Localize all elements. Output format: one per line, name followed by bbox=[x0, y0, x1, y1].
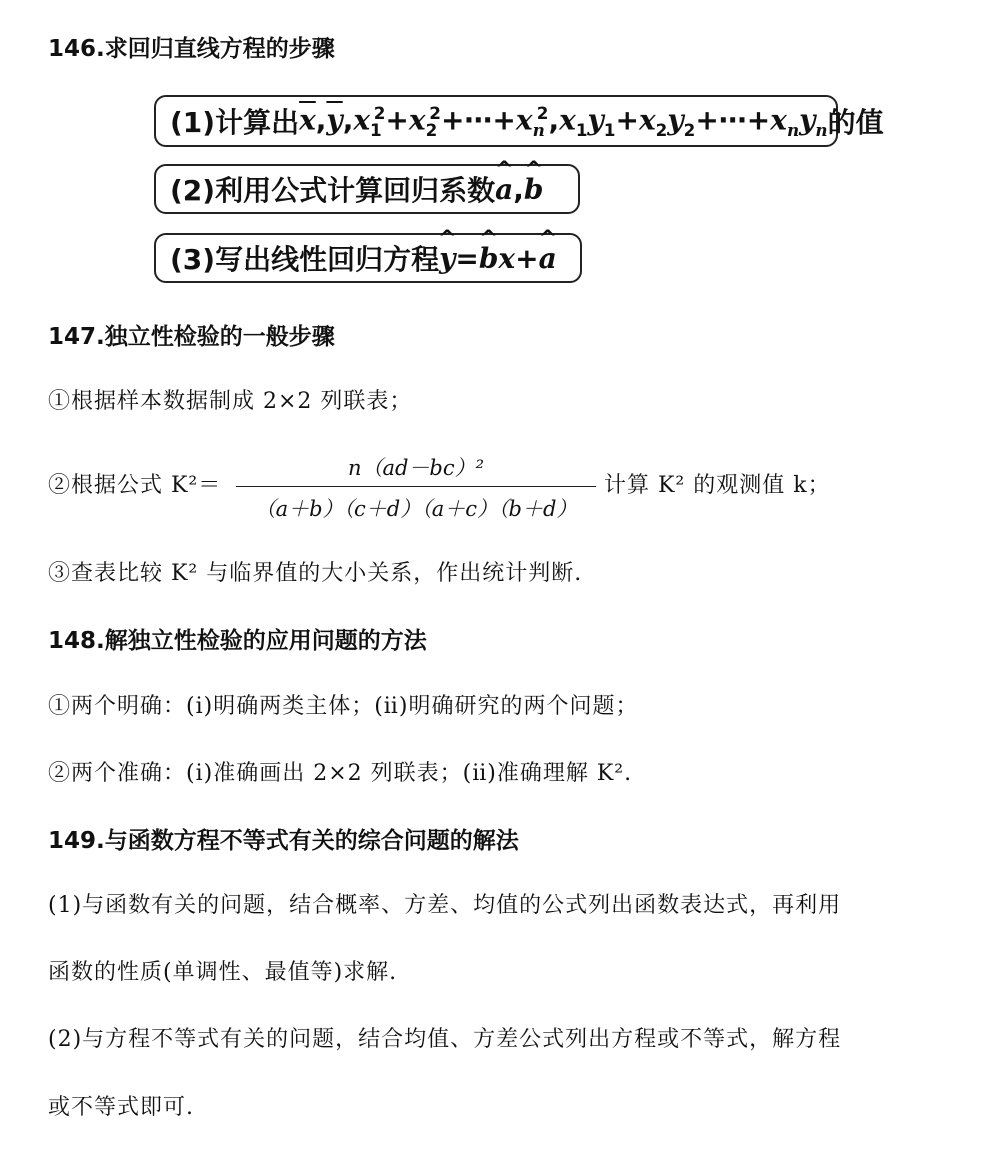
s149-p2-line-b: 或不等式即可. bbox=[48, 1095, 194, 1120]
step-2-formula: ^ a,^ b bbox=[495, 173, 543, 206]
section-146-heading: 146.求回归直线方程的步骤 bbox=[48, 36, 335, 62]
s147-step-2-prefix: ②根据公式 K²＝ bbox=[48, 473, 222, 498]
s148-line-1: ①两个明确：(ⅰ)明确两类主体；(ⅱ)明确研究的两个问题； bbox=[48, 694, 639, 719]
section-148-heading: 148.解独立性检验的应用问题的方法 bbox=[48, 628, 427, 654]
s147-step-3: ③查表比较 K² 与临界值的大小关系，作出统计判断. bbox=[48, 561, 583, 586]
s149-p1-line-b: 函数的性质(单调性、最值等)求解. bbox=[48, 960, 398, 985]
s149-p2-line-a: (2)与方程不等式有关的问题，结合均值、方差公式列出方程或不等式，解方程 bbox=[48, 1027, 842, 1052]
step-box-1 bbox=[154, 95, 884, 147]
section-149-heading: 149.与函数方程不等式有关的综合问题的解法 bbox=[48, 828, 519, 854]
s148-line-2: ②两个准确：(ⅰ)准确画出 2×2 列联表；(ⅱ)准确理解 K². bbox=[48, 761, 633, 786]
s149-p1-line-a: (1)与函数有关的问题，结合概率、方差、均值的公式列出函数表达式，再利用 bbox=[48, 893, 842, 918]
step-1-formula: $\overline{x},\overline{y},x_1^2+x_2^2+\cdots+x_n^2,x_1y_1+x_2y_2+\cdots+x_ny_n$ bbox=[299, 102, 828, 140]
section-147-heading: 147.独立性检验的一般步骤 bbox=[48, 324, 335, 350]
step-box-3 bbox=[154, 233, 582, 283]
step-1-suffix: 的值 bbox=[827, 106, 884, 139]
k-squared-formula bbox=[236, 452, 596, 523]
formula-denominator: （a＋b）（c＋d）（a＋c）（b＋d） bbox=[236, 486, 596, 523]
step-3-formula: ^ y=^ bx+^ a bbox=[439, 242, 557, 275]
s147-step-1: ①根据样本数据制成 2×2 列联表； bbox=[48, 389, 413, 414]
formula-numerator: n（ad－bc）² bbox=[347, 456, 485, 480]
s147-step-2-suffix: 计算 K² 的观测值 k； bbox=[604, 473, 831, 498]
step-box-2 bbox=[154, 164, 580, 214]
step-3-text: (3)写出线性回归方程 bbox=[170, 243, 440, 276]
step-1-prefix: (1)计算出 bbox=[170, 106, 300, 139]
step-2-text: (2)利用公式计算回归系数 bbox=[170, 174, 496, 207]
